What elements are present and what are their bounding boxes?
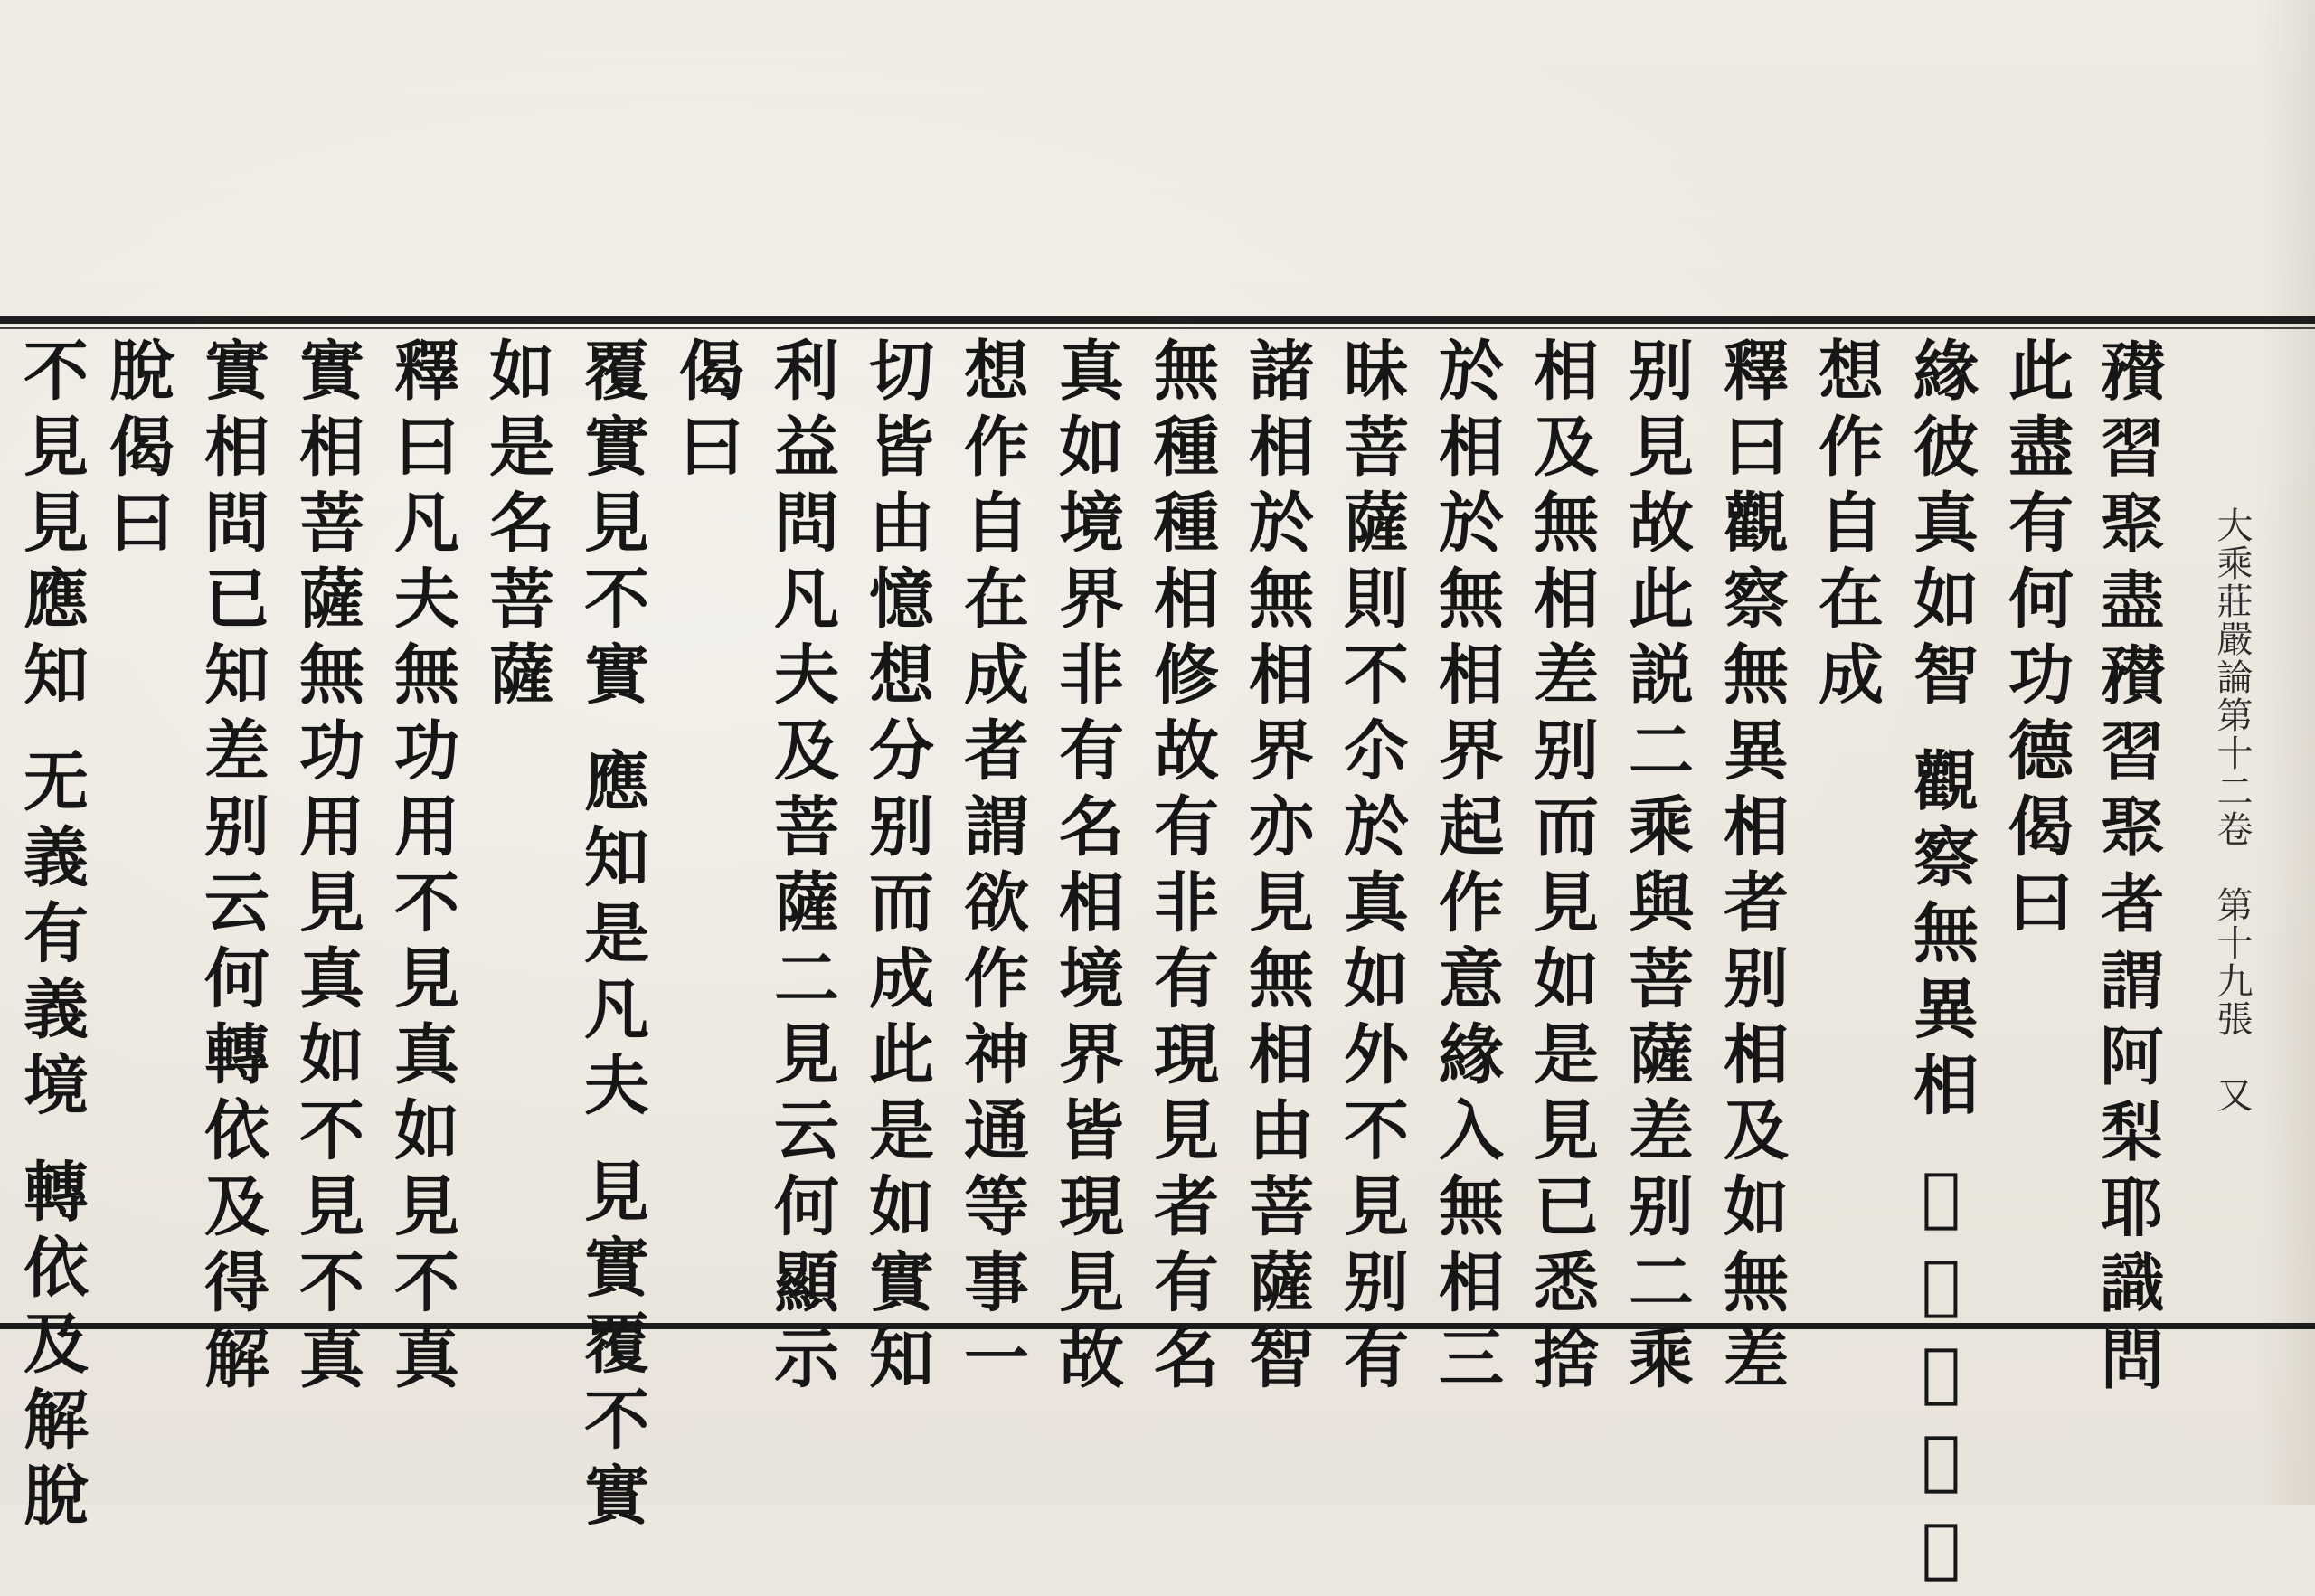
text-column [383, 336, 460, 1400]
text-column [1333, 336, 1410, 1400]
text-column [573, 336, 650, 1537]
column-text-main: 覆實見不實 [573, 336, 650, 716]
column-text-main: 諸相於無相界亦見無相由菩薩智 [1238, 336, 1315, 1400]
column-text-main: 緣彼真如智 [1903, 336, 1980, 716]
text-column [1238, 336, 1315, 1400]
text-column [1998, 336, 2074, 944]
column-text-main: 真如境界非有名相境界皆現見故 [1048, 336, 1125, 1400]
column-text-main: 昧菩薩則不尒於真如外不見别有 [1333, 336, 1410, 1400]
column-text-main: 想作自在成者謂欲作神通等事一 [953, 336, 1030, 1400]
column-text-main: 如是名菩薩 [478, 336, 555, 716]
text-column [953, 336, 1030, 1400]
column-text-main: 無種種相修故有非有現見者有名 [1143, 336, 1220, 1400]
column-text-main: 此盡有何功德偈曰 [1998, 336, 2074, 944]
margin-title: 大乘莊嚴論第十二卷 第十九張 又 [2211, 506, 2253, 1114]
column-text-main: 不見見應知 [13, 336, 90, 716]
text-column [1808, 336, 1885, 716]
text-column [478, 336, 555, 716]
column-text-gap: 應知是凡夫 [573, 747, 650, 1127]
text-column [1048, 336, 1125, 1400]
column-text-main: 想作自在成 [1808, 336, 1885, 716]
column-text-main: 𥎞習聚盡𥎞習聚者謂阿梨耶識問 [2093, 336, 2169, 1400]
top-border-rule [0, 316, 2315, 324]
text-column [194, 336, 270, 1400]
column-text-tail: 轉依及解脫 [13, 1157, 90, 1537]
column-text-main: 實相問已知差别云何轉依及得解 [194, 336, 270, 1400]
column-text-main: 脫偈曰 [99, 336, 175, 564]
text-column [1143, 336, 1220, 1400]
page-fold-shadow [2261, 0, 2315, 1505]
column-text-main: 釋曰觀察無異相者别相及如無差 [1713, 336, 1790, 1400]
text-column [668, 336, 745, 488]
column-text-gap: 觀察無異相 [1903, 747, 1980, 1127]
text-column [99, 336, 175, 564]
column-text-main: 相及無相差别而見如是見已悉捨 [1523, 336, 1600, 1400]
text-column [2093, 336, 2169, 1400]
column-text-main: 實相菩薩無功用見真如不見不真 [288, 336, 365, 1400]
column-text-main: 偈曰 [668, 336, 745, 488]
column-text-gap: 无義有義境 [13, 747, 90, 1127]
text-block [13, 336, 2170, 1596]
text-column [858, 336, 935, 1400]
column-text-tail: 𠋣非有現見 [1903, 1157, 1980, 1596]
text-column [763, 336, 840, 1400]
column-text-tail: 見實覆不實 [573, 1157, 650, 1537]
column-text-main: 切皆由憶想分别而成此是如實知 [858, 336, 935, 1400]
text-column [1428, 336, 1505, 1400]
text-column [1618, 336, 1695, 1400]
text-column [1903, 336, 1980, 1596]
column-text-main: 於相於無相界起作意緣入無相三 [1428, 336, 1505, 1400]
text-column [1713, 336, 1790, 1400]
text-column [1523, 336, 1600, 1400]
column-text-main: 釋曰凡夫無功用不見真如見不真 [383, 336, 460, 1400]
text-column [13, 336, 90, 1537]
column-text-main: 利益問凡夫及菩薩二見云何顯示 [763, 336, 840, 1400]
column-text-main: 别見故此説二乘與菩薩差别二乘 [1618, 336, 1695, 1400]
text-column [288, 336, 365, 1400]
